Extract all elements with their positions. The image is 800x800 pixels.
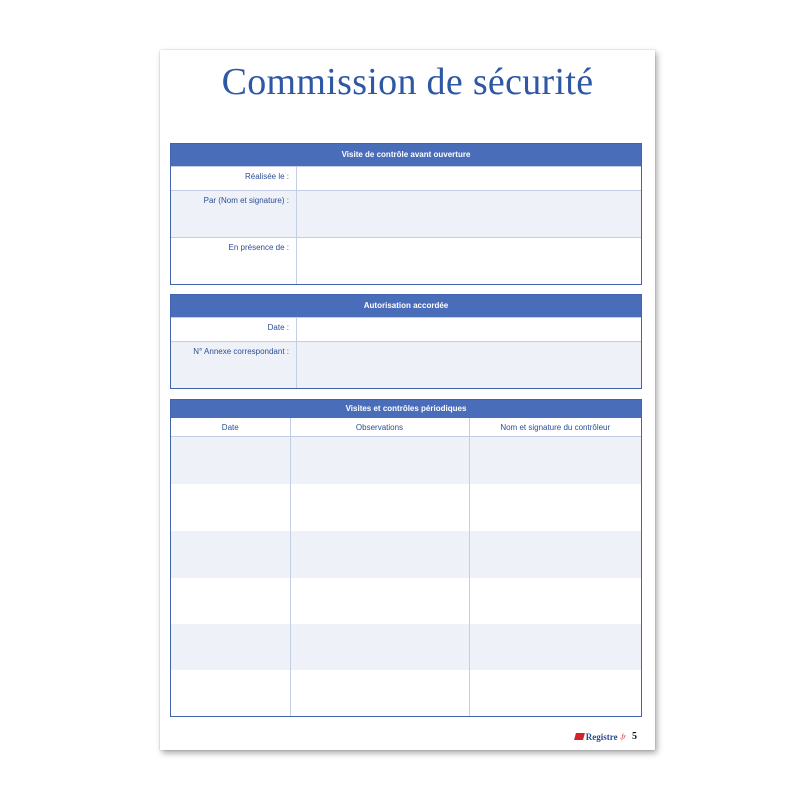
column-header-date: Date — [171, 418, 290, 437]
table-cell[interactable] — [171, 578, 290, 624]
table-cell[interactable] — [469, 531, 641, 578]
field-label: En présence de : — [171, 238, 297, 284]
page-title: Commission de sécurité — [221, 61, 594, 103]
table-row — [171, 578, 641, 624]
field-date[interactable] — [297, 318, 641, 341]
table-cell[interactable] — [171, 624, 290, 670]
table-row — [171, 531, 641, 578]
field-en-presence-de[interactable] — [297, 238, 641, 284]
table-cell[interactable] — [290, 624, 469, 670]
field-par-nom-signature[interactable] — [297, 191, 641, 237]
section-header: Autorisation accordée — [171, 295, 641, 317]
table-header-row — [171, 418, 641, 437]
form-row-realisee — [171, 166, 641, 190]
field-annexe[interactable] — [297, 342, 641, 388]
register-page — [160, 50, 655, 750]
page-number: 5 — [632, 731, 637, 742]
form-row-presence — [171, 237, 641, 284]
field-label: Date : — [171, 318, 297, 341]
table-cell[interactable] — [171, 484, 290, 531]
form-row-date — [171, 317, 641, 341]
table-cell[interactable] — [469, 484, 641, 531]
section-visites-periodiques — [170, 399, 642, 717]
table-cell[interactable] — [469, 670, 641, 716]
column-header-signature: Nom et signature du contrôleur — [469, 418, 641, 437]
field-label: Réalisée le : — [171, 167, 297, 190]
table-cell[interactable] — [290, 578, 469, 624]
field-label: N° Annexe correspondant : — [171, 342, 297, 388]
table-cell[interactable] — [171, 437, 290, 484]
page-footer — [575, 731, 637, 742]
section-autorisation — [170, 294, 642, 389]
flag-icon — [574, 733, 585, 740]
table-row — [171, 484, 641, 531]
column-header-observations: Observations — [290, 418, 469, 437]
table-cell[interactable] — [290, 484, 469, 531]
section-header: Visite de contrôle avant ouverture — [171, 144, 641, 166]
field-realisee-le[interactable] — [297, 167, 641, 190]
logo-text: Registre — [585, 731, 618, 742]
table-row — [171, 624, 641, 670]
form-row-par — [171, 190, 641, 237]
field-label: Par (Nom et signature) : — [171, 191, 297, 237]
table-cell[interactable] — [171, 670, 290, 716]
form-row-annexe — [171, 341, 641, 388]
logo-ext: .fr — [619, 732, 626, 741]
table-cell[interactable] — [171, 531, 290, 578]
table-cell[interactable] — [469, 624, 641, 670]
section-visite-controle — [170, 143, 642, 285]
visits-table — [171, 418, 641, 716]
section-header: Visites et contrôles périodiques — [171, 400, 641, 418]
table-cell[interactable] — [290, 670, 469, 716]
table-cell[interactable] — [469, 578, 641, 624]
table-cell[interactable] — [290, 437, 469, 484]
table-row — [171, 437, 641, 484]
table-cell[interactable] — [469, 437, 641, 484]
table-row — [171, 670, 641, 716]
registre-logo — [575, 732, 626, 742]
table-cell[interactable] — [290, 531, 469, 578]
